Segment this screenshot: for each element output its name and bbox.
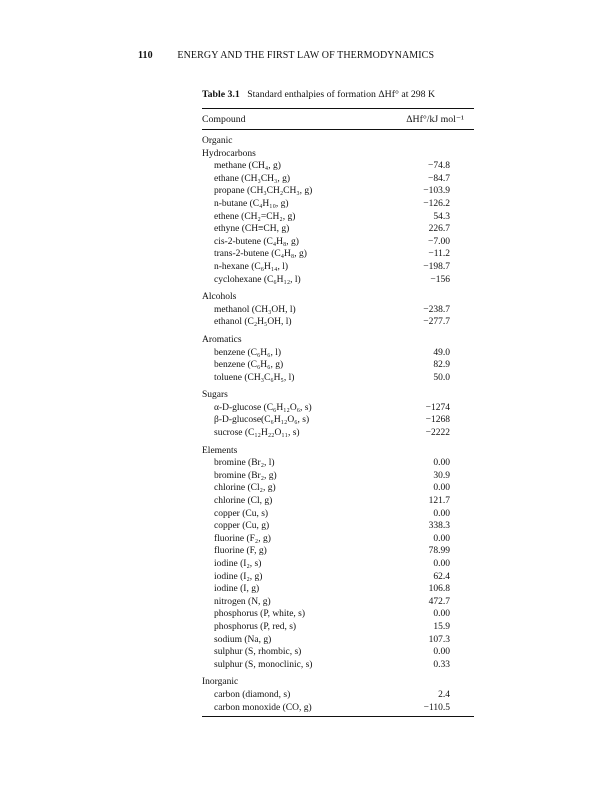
table-row	[202, 545, 474, 558]
table-row	[202, 571, 474, 584]
running-head	[138, 50, 434, 61]
table-section	[202, 291, 474, 329]
table-row	[202, 482, 474, 495]
table-row	[202, 316, 474, 329]
table-section	[202, 445, 474, 672]
enthalpy-value: −156	[430, 274, 450, 285]
section-heading: Inorganic	[202, 677, 239, 688]
table-row	[202, 414, 474, 427]
enthalpy-value: −110.5	[423, 702, 450, 713]
enthalpy-value: −198.7	[423, 261, 450, 272]
compound-name: iodine (I, g)	[214, 584, 260, 595]
section-heading: Aromatics	[202, 334, 242, 345]
table-row	[202, 304, 474, 317]
table-row	[202, 211, 474, 224]
enthalpy-value: −238.7	[423, 304, 450, 315]
table-row	[202, 621, 474, 634]
enthalpy-value: 226.7	[428, 224, 450, 235]
compound-name: propane (CH₃CH₂CH₃, g)	[214, 186, 313, 197]
enthalpy-value: 338.3	[428, 521, 450, 532]
table-section	[202, 135, 474, 286]
table-caption-text: Standard enthalpies of formation ΔHf° at 298 K	[247, 89, 436, 100]
table-row	[202, 520, 474, 533]
compound-name: ethanol (C₂H₅OH, l)	[214, 317, 292, 328]
table-row	[202, 261, 474, 274]
table-row	[202, 185, 474, 198]
compound-name: chlorine (Cl, g)	[214, 496, 273, 507]
compound-name: methanol (CH₃OH, l)	[214, 304, 296, 315]
compound-name: nitrogen (N, g)	[214, 596, 271, 607]
enthalpy-value: −11.2	[428, 249, 450, 260]
compound-name: carbon (diamond, s)	[214, 689, 291, 700]
enthalpy-value: 78.99	[428, 546, 450, 557]
enthalpy-value: 106.8	[428, 584, 450, 595]
table-row	[202, 558, 474, 571]
compound-name: benzene (C₆H₆, l)	[214, 347, 282, 358]
enthalpy-value: 107.3	[428, 634, 450, 645]
table-row	[202, 583, 474, 596]
enthalpy-value: 2.4	[438, 689, 450, 700]
compound-name: sulphur (S, rhombic, s)	[214, 647, 302, 658]
table-row	[202, 160, 474, 173]
compound-name: copper (Cu, s)	[214, 508, 269, 519]
enthalpy-value: 0.00	[433, 609, 450, 620]
compound-name: chlorine (Cl₂, g)	[214, 483, 276, 494]
compound-name: ethane (CH₃CH₃, g)	[214, 173, 291, 184]
enthalpy-value: 15.9	[433, 621, 450, 632]
table-row	[202, 372, 474, 385]
bottom-rule	[202, 716, 474, 717]
table-row	[202, 659, 474, 672]
table-section	[202, 389, 474, 439]
enthalpy-value: 0.00	[433, 533, 450, 544]
table-row	[202, 236, 474, 249]
compound-name: sodium (Na, g)	[214, 634, 272, 645]
compound-name: n-hexane (C₆H₁₄, l)	[214, 261, 289, 272]
column-header-compound: Compound	[202, 113, 246, 125]
compound-name: iodine (I₂, s)	[214, 559, 262, 569]
table-row	[202, 689, 474, 702]
enthalpy-table	[202, 108, 474, 717]
compound-name: n-butane (C₄H₁₀, g)	[214, 198, 289, 209]
compound-name: fluorine (F₂, g)	[214, 533, 271, 544]
enthalpy-value: 472.7	[428, 596, 450, 607]
enthalpy-value: 0.00	[433, 458, 450, 469]
compound-name: bromine (Br₂, l)	[214, 458, 275, 469]
enthalpy-value: −7.00	[428, 236, 450, 247]
enthalpy-value: 50.0	[433, 372, 450, 383]
enthalpy-value: −277.7	[423, 317, 450, 328]
compound-name: phosphorus (P, red, s)	[214, 621, 297, 632]
compound-name: cyclohexane (C₆H₁₂, l)	[214, 274, 301, 285]
table-body	[202, 130, 474, 714]
compound-name: ethene (CH₂=CH₂, g)	[214, 211, 296, 222]
enthalpy-value: 0.33	[433, 659, 450, 670]
table-row	[202, 347, 474, 360]
section-heading: Organic	[202, 136, 233, 146]
compound-name: toluene (CH₃C₆H₅, l)	[214, 372, 295, 383]
table-caption	[202, 89, 435, 100]
enthalpy-value: 0.00	[433, 483, 450, 494]
table-row	[202, 596, 474, 609]
table-row	[202, 223, 474, 236]
table-row	[202, 495, 474, 508]
enthalpy-value: 0.00	[433, 647, 450, 658]
compound-name: carbon monoxide (CO, g)	[214, 702, 312, 713]
table-row	[202, 274, 474, 287]
enthalpy-value: 49.0	[433, 347, 450, 358]
table-section	[202, 334, 474, 384]
section-heading: Elements	[202, 445, 238, 456]
compound-name: sulphur (S, monoclinic, s)	[214, 659, 313, 670]
enthalpy-value: 82.9	[433, 360, 450, 371]
compound-name: methane (CH₄, g)	[214, 161, 281, 172]
enthalpy-value: −84.7	[428, 173, 450, 184]
enthalpy-value: −1268	[425, 415, 450, 426]
table-row	[202, 248, 474, 261]
enthalpy-value: −2222	[425, 428, 450, 439]
compound-name: sucrose (C₁₂H₂₂O₁₁, s)	[214, 428, 300, 439]
compound-name: phosphorus (P, white, s)	[214, 609, 306, 620]
table-row	[202, 427, 474, 440]
enthalpy-value: −103.9	[423, 186, 450, 197]
table-row	[202, 402, 474, 415]
enthalpy-value: 0.00	[433, 508, 450, 519]
enthalpy-value: −1274	[425, 402, 450, 413]
table-row	[202, 359, 474, 372]
table-row	[202, 533, 474, 546]
running-title: ENERGY AND THE FIRST LAW OF THERMODYNAMICS	[177, 50, 435, 61]
compound-name: fluorine (F, g)	[214, 546, 267, 557]
table-row	[202, 508, 474, 521]
enthalpy-value: 0.00	[433, 559, 450, 569]
table-row	[202, 470, 474, 483]
compound-name: trans-2-butene (C₄H₈, g)	[214, 249, 307, 260]
compound-name: α-D-glucose (C₆H₁₂O₆, s)	[214, 402, 312, 413]
page-number: 110	[138, 50, 153, 61]
compound-name: cis-2-butene (C₄H₈, g)	[214, 236, 299, 247]
table-row	[202, 198, 474, 211]
table-row	[202, 457, 474, 470]
compound-name: copper (Cu, g)	[214, 521, 270, 532]
table-header-row	[202, 109, 474, 129]
enthalpy-value: 54.3	[433, 211, 450, 222]
compound-name: iodine (I₂, g)	[214, 571, 263, 582]
compound-name: benzene (C₆H₆, g)	[214, 360, 284, 371]
compound-name: ethyne (CH≡CH, g)	[214, 224, 290, 235]
enthalpy-value: 121.7	[428, 496, 450, 507]
table-section	[202, 676, 474, 714]
enthalpy-value: −126.2	[423, 198, 450, 209]
table-row	[202, 173, 474, 186]
table-row	[202, 646, 474, 659]
table-row	[202, 608, 474, 621]
table-row	[202, 702, 474, 715]
enthalpy-value: 62.4	[433, 571, 450, 582]
compound-name: bromine (Br₂, g)	[214, 470, 277, 481]
section-subheading: Hydrocarbons	[202, 148, 256, 159]
compound-name: β-D-glucose(C₆H₁₂O₆, s)	[214, 415, 310, 426]
table-label: Table 3.1	[202, 89, 240, 100]
enthalpy-value: −74.8	[428, 161, 450, 172]
enthalpy-value: 30.9	[433, 470, 450, 481]
section-heading: Alcohols	[202, 292, 237, 303]
table-row	[202, 634, 474, 647]
section-heading: Sugars	[202, 390, 228, 401]
column-header-enthalpy: ΔHf°/kJ mol⁻¹	[406, 113, 464, 125]
